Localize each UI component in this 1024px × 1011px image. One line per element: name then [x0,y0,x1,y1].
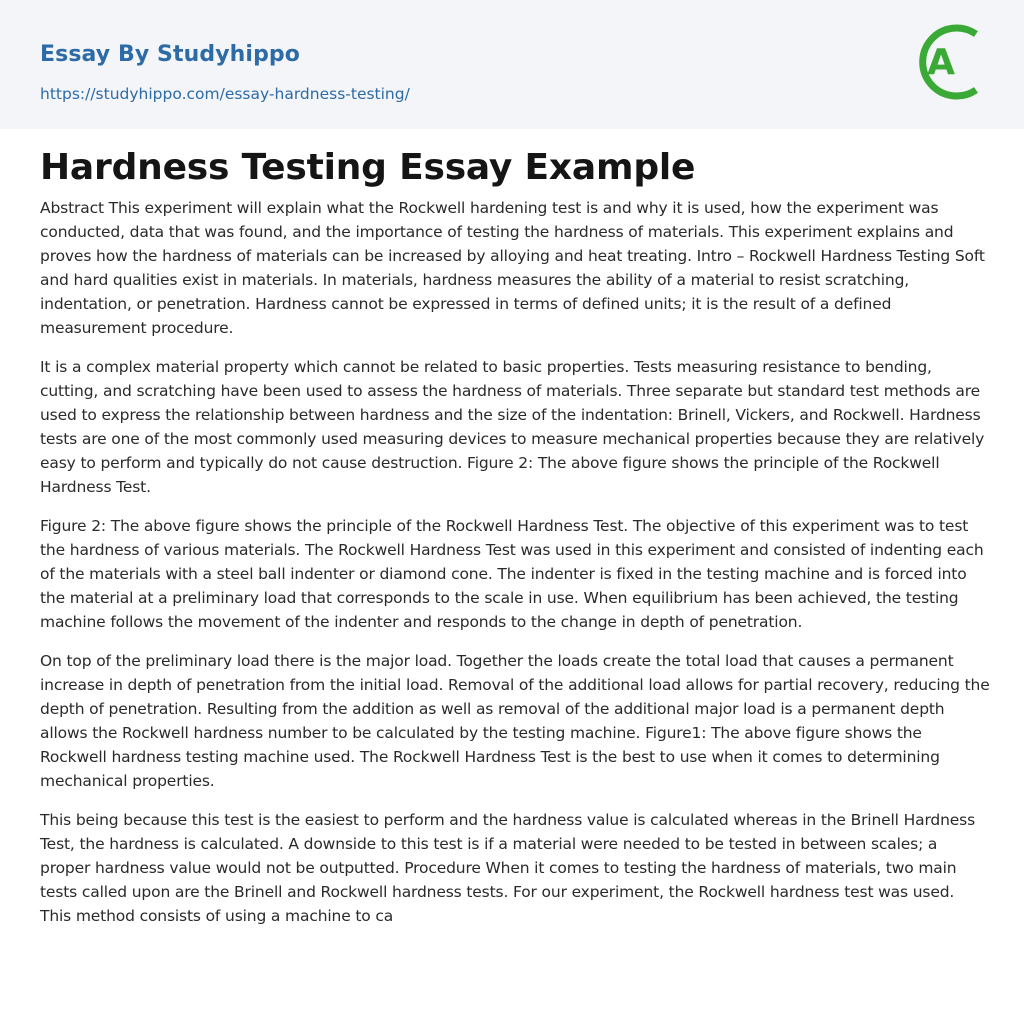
studyhippo-logo-icon[interactable] [914,19,986,105]
paragraph: On top of the preliminary load there is the major load. Together the loads create the total load that causes a permanent increase in depth of penetration from the initial load. Removal of the additional load allows for partial recovery, reducing the depth of penetration. Resulting from the addition as well as removal of the additional major load is a permanent depth allows the Rockwell hardness number to be calculated by the testing machine. Figure1: The above figure shows the Rockwell hardness testing machine used. The Rockwell Hardness Test is the best to use when it comes to determining mechanical properties. [40,652,990,790]
site-brand[interactable]: Essay By Studyhippo [40,42,300,67]
paragraph: Figure 2: The above figure shows the principle of the Rockwell Hardness Test. The objective of this experiment was to test the hardness of various materials. The Rockwell Hardness Test was used in this experiment and consisted of indenting each of the materials with a steel ball indenter or diamond cone. The indenter is fixed in the testing machine and is forced into the material at a preliminary load that corresponds to the scale in use. When equilibrium has been achieved, the testing machine follows the movement of the indenter and responds to the change in depth of penetration. [40,517,984,631]
paragraph: Abstract This experiment will explain what the Rockwell hardening test is and why it is used, how the experiment was conducted, data that was found, and the importance of testing the hardness of materials. This experiment explains and proves how the hardness of materials can be increased by alloying and heat treating. Intro – Rockwell Hardness Testing Soft and hard qualities exist in materials. In materials, hardness measures the ability of a material to resist scratching, indentation, or penetration. Hardness cannot be expressed in terms of defined units; it is the result of a defined measurement procedure. [40,199,985,337]
logo-letter: A [927,42,955,83]
page-title: Hardness Testing Essay Example [40,147,696,188]
page-url-link[interactable]: https://studyhippo.com/essay-hardness-testing/ [40,85,410,103]
paragraph: This being because this test is the easiest to perform and the hardness value is calculated whereas in the Brinell Hardness Test, the hardness is calculated. A downside to this test is if a material were needed to be tested in between scales; a proper hardness value would not be outputted. Procedure When it comes to testing the hardness of materials, two main tests called upon are the Brinell and Rockwell hardness tests. For our experiment, the Rockwell hardness test was used. This method consists of using a machine to ca [40,811,976,925]
article-body [40,145,990,943]
site-header [0,0,1024,129]
paragraph: It is a complex material property which cannot be related to basic properties. Tests measuring resistance to bending, cutting, and scratching have been used to assess the hardness of materials. Three separate but standard test methods are used to express the relationship between hardness and the size of the indentation: Brinell, Vickers, and Rockwell. Hardness tests are one of the most commonly used measuring devices to measure mechanical properties because they are relatively easy to perform and typically do not cause destruction. Figure 2: The above figure shows the principle of the Rockwell Hardness Test. [40,358,985,496]
